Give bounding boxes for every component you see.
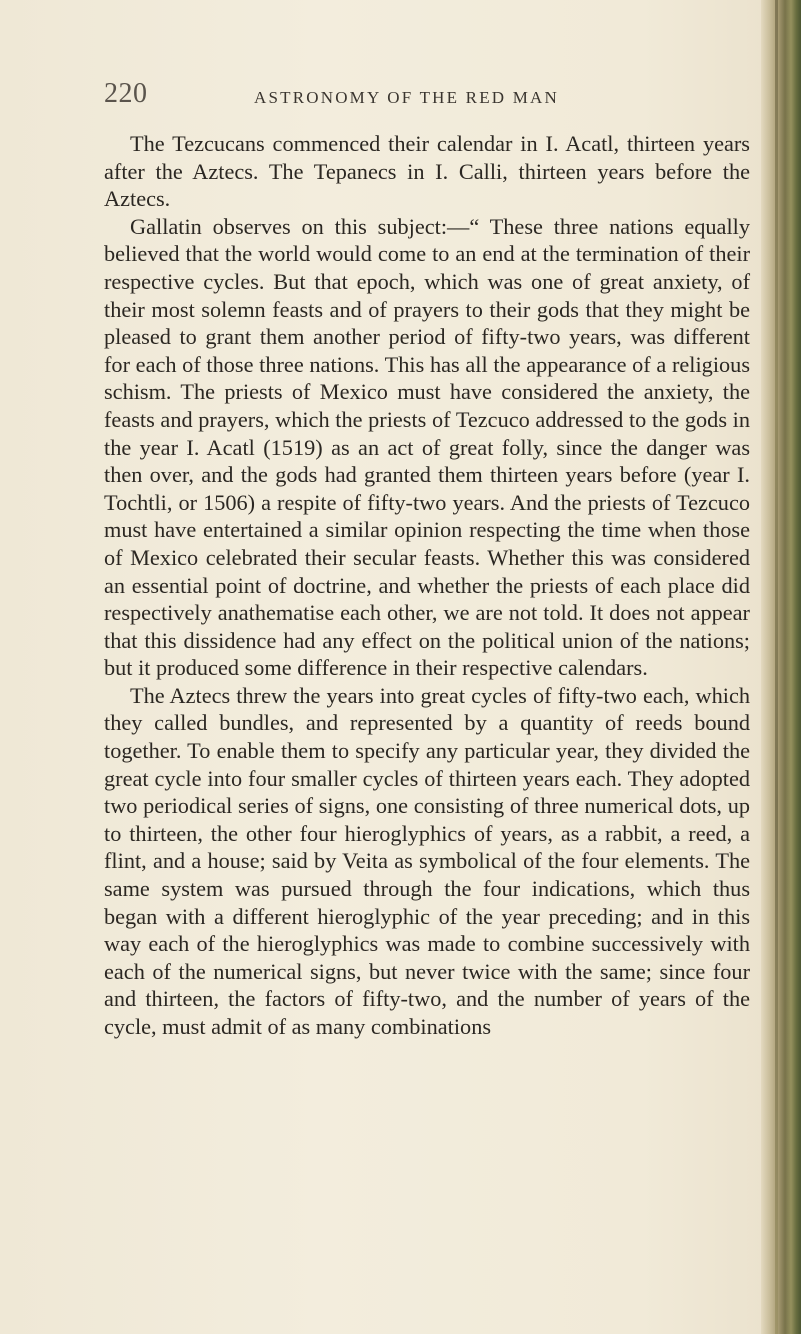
paragraph-gallatin-quote: Gallatin observes on this subject:—“ These three nations equally believed that the world would come to an end at the termination of their respective cycles. But that epoch, which was one of great anxiety, of their most solemn feasts and of prayers to their gods that they might be pleased to grant them another period of fifty-two years, was different for each of those three nations. This has all the appearance of a religious schism. The priests of Mexico must have considered the anxiety, the feasts and prayers, which the priests of Tezcuco addressed to the gods in the year I. Acatl (1519) as an act of great folly, since the danger was then over, and the gods had granted them thirteen years before (year I. Tochtli, or 1506) a respite of fifty-two years. And the priests of Tezcuco must have entertained a similar opinion respecting the time when those of Mexico celebrated their secular feasts. Whether this was considered an essential point of doctrine, and whether the priests of each place did respectively anathematise each other, we are not told. It does not appear that this dissidence had any effect on the political union of the nations; but it produced some difference in their respective calendars. bbox=[104, 213, 750, 681]
page-number: 220 bbox=[104, 78, 148, 109]
paragraph-aztec-cycles: The Aztecs threw the years into great cycles of fifty-two each, which they called bundles, and represented by a quantity of reeds bound together. To enable them to specify any particular year, they divided the great cycle into four smaller cycles of thirteen years each. They adopted two periodical series of signs, one consisting of three numerical dots, up to thirteen, the other four hieroglyphics of years, as a rabbit, a reed, a flint, and a house; said by Veita as symbolical of the four elements. The same system was pursued through the four indications, which thus began with a different hieroglyphic of the year preceding; and in this way each of the hieroglyphics was made to combine successively with each of the numerical signs, but never twice with the same; since four and thirteen, the factors of fifty-two, and the number of years of the cycle, must admit of as many combinations bbox=[104, 682, 750, 1039]
paragraph-tezcucans: The Tezcucans commenced their calendar in I. Acatl, thirteen years after the Aztecs. The Tepanecs in I. Calli, thirteen years before the Aztecs. bbox=[104, 131, 750, 212]
body-text bbox=[104, 130, 750, 1041]
adjacent-page-edge bbox=[761, 0, 801, 1334]
running-title: ASTRONOMY OF THE RED MAN bbox=[254, 88, 559, 107]
page-header bbox=[104, 78, 744, 118]
